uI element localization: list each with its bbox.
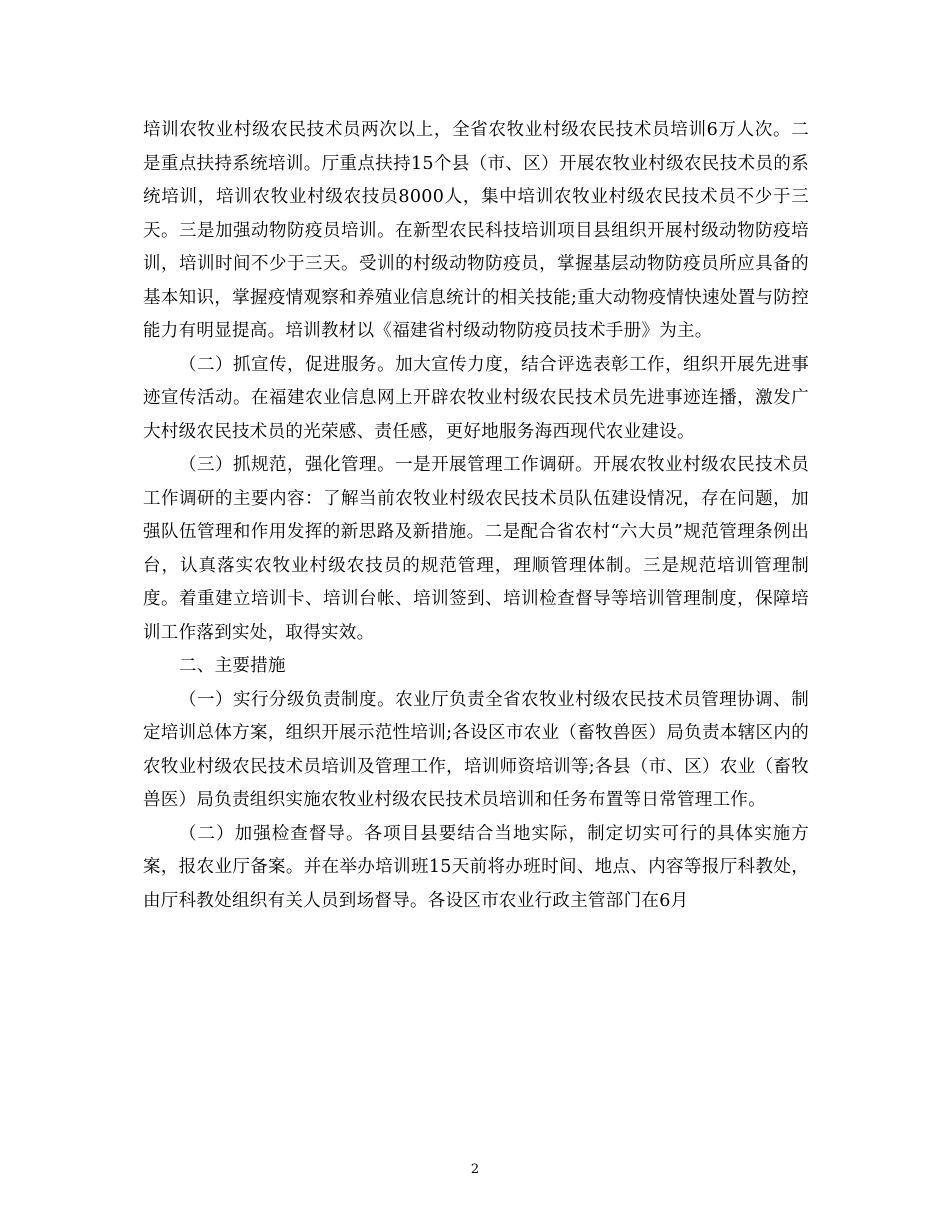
paragraph-publicity: （二）抓宣传，促进服务。加大宣传力度，结合评选表彰工作，组织开展先进事迹宣传活动。在福建农业信息网上开辟农牧业村级农民技术员先进事迹连播，激发广大村级农民技术员的光荣感、责任感，更好地服务海西现代农业建设。	[143, 354, 809, 442]
paragraph-inspection-supervision: （二）加强检查督导。各项目县要结合当地实际，制定切实可行的具体实施方案，报农业厅备案。并在举办培训班15天前将办班时间、地点、内容等报厅科教处，由厅科教处组织有关人员到场督导。各设区市农业行政主管部门在6月	[143, 823, 809, 911]
document-body	[143, 114, 809, 918]
paragraph-standardization: （三）抓规范，强化管理。一是开展管理工作调研。开展农牧业村级农民技术员工作调研的主要内容：了解当前农牧业村级农民技术员队伍建设情况，存在问题，加强队伍管理和作用发挥的新思路及新措施。二是配合省农村“六大员”规范管理条例出台，认真落实农牧业村级农技员的规范管理，理顺管理体制。三是规范培训管理制度。着重建立培训卡、培训台帐、培训签到、培训检查督导等培训管理制度，保障培训工作落到实处，取得实效。	[143, 455, 809, 643]
paragraph-tiered-responsibility: （一）实行分级负责制度。农业厅负责全省农牧业村级农民技术员管理协调、制定培训总体方案，组织开展示范性培训;各设区市农业（畜牧兽医）局负责本辖区内的农牧业村级农民技术员培训及管理工作，培训师资培训等;各县（市、区）农业（畜牧兽医）局负责组织实施农牧业村级农民技术员培训和任务布置等日常管理工作。	[143, 689, 809, 810]
section-heading-main-measures: 二、主要措施	[179, 656, 286, 676]
page-number: 2	[470, 1162, 480, 1177]
paragraph-training-continuation: 培训农牧业村级农民技术员两次以上，全省农牧业村级农民技术员培训6万人次。二是重点扶持系统培训。厅重点扶持15个县（市、区）开展农牧业村级农民技术员的系统培训，培训农牧业村级农技员8000人，集中培训农牧业村级农民技术员不少于三天。三是加强动物防疫员培训。在新型农民科技培训项目县组织开展村级动物防疫培训，培训时间不少于三天。受训的村级动物防疫员，掌握基层动物防疫员所应具备的基本知识，掌握疫情观察和养殖业信息统计的相关技能;重大动物疫情快速处置与防控能力有明显提高。培训教材以《福建省村级动物防疫员技术手册》为主。	[143, 120, 809, 341]
